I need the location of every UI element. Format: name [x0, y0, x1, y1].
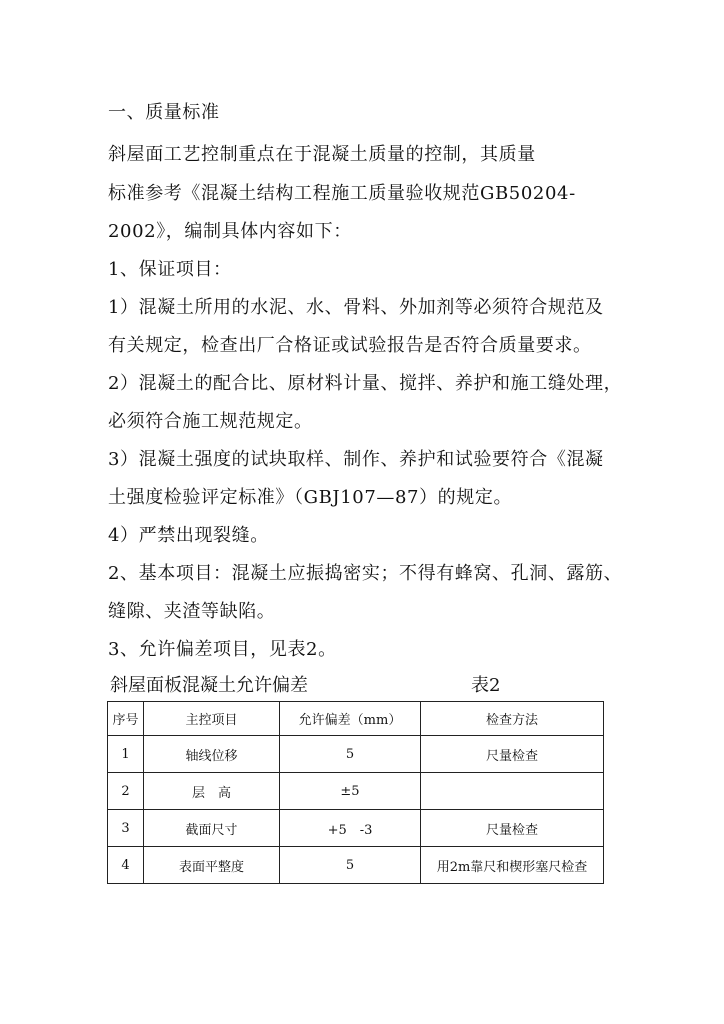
table-number: 表2 [471, 675, 501, 696]
cell-tolerance: 5 [280, 736, 421, 773]
cell-item: 层 高 [144, 773, 280, 810]
cell-method: 尺量检查 [421, 810, 604, 847]
table-header-row [108, 702, 604, 736]
subheading-guarantee-items: 1、保证项目： [108, 259, 232, 280]
cell-index: 4 [108, 847, 144, 884]
cell-tolerance: ±5 [280, 773, 421, 810]
paragraph-line: 有关规定，检查出厂合格证或试验报告是否符合质量要求。 [108, 335, 592, 356]
cell-item: 轴线位移 [144, 736, 280, 773]
paragraph-line: 2、基本项目：混凝土应振捣密实；不得有蜂窝、孔洞、露筋、 [108, 563, 623, 584]
header-item: 主控项目 [144, 702, 280, 736]
paragraph-line: 1）混凝土所用的水泥、水、骨料、外加剂等必须符合规范及 [108, 297, 604, 318]
paragraph-line: 3）混凝土强度的试块取样、制作、养护和试验要符合《混凝 [108, 449, 604, 470]
cell-method: 用2m靠尺和楔形塞尺检查 [421, 847, 604, 884]
table-caption: 斜屋面板混凝土允许偏差 [110, 675, 308, 696]
table-row [108, 736, 604, 773]
header-index: 序号 [108, 702, 144, 736]
paragraph-line: 3、允许偏差项目，见表2。 [108, 639, 337, 660]
paragraph-line: 2）混凝土的配合比、原材料计量、搅拌、养护和施工缝处理， [108, 373, 623, 394]
cell-method [421, 773, 604, 810]
header-tolerance: 允许偏差（mm） [280, 702, 421, 736]
paragraph-line: 必须符合施工规范规定。 [108, 411, 313, 432]
table-row [108, 847, 604, 884]
paragraph-line: 土强度检验评定标准》（GBJ107—87）的规定。 [108, 487, 513, 508]
header-method: 检查方法 [421, 702, 604, 736]
cell-tolerance: +5 -3 [280, 810, 421, 847]
section-heading: 一、质量标准 [108, 102, 220, 123]
paragraph-line: 缝隙、夹渣等缺陷。 [108, 601, 276, 622]
table-row [108, 810, 604, 847]
tolerance-table [107, 701, 604, 884]
cell-item: 截面尺寸 [144, 810, 280, 847]
paragraph-line: 斜屋面工艺控制重点在于混凝土质量的控制，其质量 [108, 144, 536, 165]
cell-item: 表面平整度 [144, 847, 280, 884]
cell-tolerance: 5 [280, 847, 421, 884]
table-row [108, 773, 604, 810]
cell-method: 尺量检查 [421, 736, 604, 773]
cell-index: 1 [108, 736, 144, 773]
paragraph-line: 4）严禁出现裂缝。 [108, 525, 269, 546]
paragraph-line: 2002》，编制具体内容如下： [108, 221, 352, 242]
cell-index: 3 [108, 810, 144, 847]
cell-index: 2 [108, 773, 144, 810]
paragraph-line: 标准参考《混凝土结构工程施工质量验收规范GB50204- [108, 183, 576, 204]
